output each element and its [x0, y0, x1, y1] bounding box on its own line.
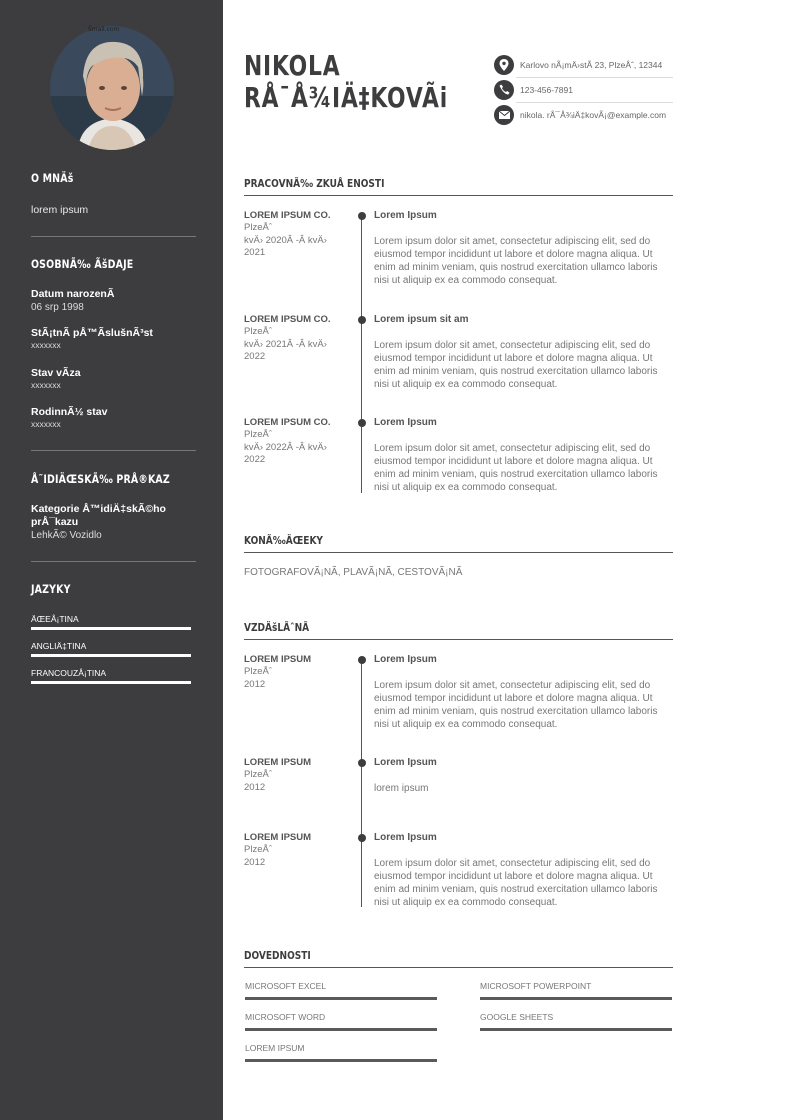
date-range: kvÄ› 2021Â -Â kvÄ›	[244, 338, 327, 350]
skills-title: DOVEDNOSTI	[244, 949, 311, 962]
personal-item-value: xxxxxxx	[31, 419, 61, 429]
name-line1: NIKOLA	[244, 49, 341, 82]
education-entry-meta	[244, 832, 349, 869]
graduation-year: 2012	[244, 678, 266, 690]
skill-item	[245, 1043, 437, 1062]
experience-title: PRACOVNÃ‰ ZKUÅ ENOSTI	[244, 177, 385, 190]
education-entry-meta	[244, 654, 349, 691]
sidebar-divider	[31, 450, 196, 451]
graduation-year: 2012	[244, 856, 266, 868]
language-item	[31, 641, 196, 657]
timeline-dot	[358, 212, 366, 220]
degree-description: Lorem ipsum dolor sit amet, consectetur adipiscing elit, sed do eiusmod tempor incididunt ut labore et dolore magna aliqua. Ut enim ad minim veniam, quis nostrud exercitation ullamco laboris nisi ut aliquip ex ea commodo consequat.	[374, 680, 658, 730]
skill-level-bar	[245, 1028, 437, 1031]
degree-title: Lorem Ipsum	[374, 654, 437, 665]
experience-entry-body	[374, 417, 674, 494]
school-name: LOREM IPSUM	[244, 757, 312, 768]
language-level-bar	[31, 627, 191, 630]
skill-name: GOOGLE SHEETS	[480, 1012, 554, 1022]
job-description: Lorem ipsum dolor sit amet, consectetur adipiscing elit, sed do eiusmod tempor incididunt ut labore et dolore magna aliqua. Ut enim ad minim veniam, quis nostrud exercitation ullamco laboris nisi ut aliquip ex ea commodo consequat.	[374, 443, 658, 493]
language-level-bar	[31, 654, 191, 657]
experience-entry-meta	[244, 314, 349, 364]
contact-email	[494, 102, 672, 127]
experience-entry-body	[374, 314, 674, 391]
company-name: LOREM IPSUM CO.	[244, 417, 331, 428]
license-label-line1: Kategorie Å™idiÄ‡skÃ©ho	[31, 503, 166, 515]
skill-level-bar	[480, 997, 672, 1000]
skill-name: MICROSOFT EXCEL	[245, 981, 327, 991]
date-end: 2022	[244, 351, 266, 362]
company-name: LOREM IPSUM CO.	[244, 314, 331, 325]
skill-item	[245, 981, 437, 1000]
personal-section	[31, 257, 196, 271]
name-line2: RÅ¯Å¾IÄ‡KOVÃi	[244, 81, 448, 114]
company-city: PlzeÅˆ	[244, 429, 272, 440]
personal-item-value: xxxxxxx	[31, 340, 61, 350]
education-timeline	[361, 659, 362, 907]
timeline-dot	[358, 419, 366, 427]
language-item	[31, 614, 196, 630]
experience-entry-meta	[244, 210, 349, 260]
language-name: ÄŒEÅ¡TINA	[31, 614, 79, 624]
license-item	[31, 503, 196, 542]
timeline-dot	[358, 316, 366, 324]
degree-description: Lorem ipsum dolor sit amet, consectetur adipiscing elit, sed do eiusmod tempor incididunt ut labore et dolore magna aliqua. Ut enim ad minim veniam, quis nostrud exercitation ullamco laboris nisi ut aliquip ex ea commodo consequat.	[374, 858, 658, 908]
section-divider	[244, 552, 673, 553]
education-title: VZDÄšLÃˆNÃ	[244, 621, 310, 634]
job-title: Lorem Ipsum	[374, 210, 437, 221]
sidebar-divider	[31, 236, 196, 237]
personal-item-label: RodinnÃ½ stav	[31, 406, 108, 418]
sidebar	[0, 0, 223, 1120]
languages-section	[31, 582, 196, 596]
timeline-dot	[358, 759, 366, 767]
job-title: Lorem ipsum sit am	[374, 314, 469, 325]
contact-phone	[494, 77, 672, 102]
email-text[interactable]: nikola. rÅ¯Å¾iÄ‡kovÃ¡@example.com	[520, 109, 667, 120]
section-divider	[244, 967, 673, 968]
languages-title: JAZYKY	[31, 582, 71, 596]
photo-watermark: Šmall.com	[88, 26, 120, 33]
education-entry-body	[374, 757, 674, 795]
skill-level-bar	[245, 1059, 437, 1062]
location-pin-icon	[494, 55, 514, 75]
personal-item-value: 06 srp 1998	[31, 302, 84, 313]
school-name: LOREM IPSUM	[244, 832, 312, 843]
personal-title: OSOBNÃ‰ ÃšDAJE	[31, 257, 134, 271]
personal-item-label: StÃ¡tnÃ pÅ™ÃslušnÃ³st	[31, 327, 153, 339]
timeline-dot	[358, 834, 366, 842]
about-section	[31, 171, 196, 185]
skill-name: LOREM IPSUM	[245, 1043, 305, 1053]
skill-item	[245, 1012, 437, 1031]
skill-name: MICROSOFT WORD	[245, 1012, 326, 1022]
personal-item-label: Stav vÃza	[31, 367, 81, 379]
experience-entry-body	[374, 210, 674, 287]
school-name: LOREM IPSUM	[244, 654, 312, 665]
license-label-line2: prÅ¯kazu	[31, 516, 79, 528]
language-name: ANGLIÄ‡TINA	[31, 641, 87, 651]
language-level-bar	[31, 681, 191, 684]
school-city: PlzeÅˆ	[244, 844, 272, 855]
hobbies-text: FOTOGRAFOVÃ¡NÃ, PLAVÃ¡NÃ, CESTOVÃ¡NÃ	[244, 567, 463, 578]
address-text: Karlovo nÃ¡mÄ›stÃ 23, PlzeÅˆ, 12344	[520, 59, 663, 70]
language-item	[31, 668, 196, 684]
skill-item	[480, 1012, 672, 1031]
license-section	[31, 472, 196, 486]
degree-description: lorem ipsum	[374, 783, 429, 794]
phone-text[interactable]: 123-456-7891	[520, 84, 573, 95]
section-divider	[244, 195, 673, 196]
sidebar-divider	[31, 561, 196, 562]
profile-photo-image	[50, 26, 174, 150]
personal-item	[31, 406, 196, 429]
experience-timeline	[361, 215, 362, 493]
personal-item	[31, 327, 196, 350]
job-title: Lorem Ipsum	[374, 417, 437, 428]
school-city: PlzeÅˆ	[244, 769, 272, 780]
personal-item	[31, 367, 196, 390]
hobbies-title: KONÃ‰ÄŒEKY	[244, 534, 323, 547]
company-name: LOREM IPSUM CO.	[244, 210, 331, 221]
experience-entry-meta	[244, 417, 349, 467]
date-end: 2021	[244, 247, 266, 258]
company-city: PlzeÅˆ	[244, 222, 272, 233]
full-name	[244, 50, 448, 114]
education-entry-body	[374, 654, 674, 731]
personal-item	[31, 288, 196, 314]
section-divider	[244, 639, 673, 640]
job-description: Lorem ipsum dolor sit amet, consectetur adipiscing elit, sed do eiusmod tempor incididunt ut labore et dolore magna aliqua. Ut enim ad minim veniam, quis nostrud exercitation ullamco laboris nisi ut aliquip ex ea commodo consequat.	[374, 236, 658, 286]
job-description: Lorem ipsum dolor sit amet, consectetur adipiscing elit, sed do eiusmod tempor incididunt ut labore et dolore magna aliqua. Ut enim ad minim veniam, quis nostrud exercitation ullamco laboris nisi ut aliquip ex ea commodo consequat.	[374, 340, 658, 390]
personal-item-label: Datum narozenÃ	[31, 288, 115, 300]
phone-icon	[494, 80, 514, 100]
license-value: LehkÃ© Vozidlo	[31, 530, 102, 541]
degree-title: Lorem Ipsum	[374, 832, 437, 843]
email-icon	[494, 105, 514, 125]
school-city: PlzeÅˆ	[244, 666, 272, 677]
date-range: kvÄ› 2020Â -Â kvÄ›	[244, 234, 327, 246]
skill-level-bar	[480, 1028, 672, 1031]
timeline-dot	[358, 656, 366, 664]
skill-level-bar	[245, 997, 437, 1000]
company-city: PlzeÅˆ	[244, 326, 272, 337]
about-title: O MNÄš	[31, 171, 74, 185]
education-entry-meta	[244, 757, 349, 794]
language-name: FRANCOUZÅ¡TINA	[31, 668, 107, 678]
skill-item	[480, 981, 672, 1000]
education-entry-body	[374, 832, 674, 909]
license-title: Å˜IDIÄŒSKÃ‰ PRÅ®KAZ	[31, 472, 170, 486]
skill-name: MICROSOFT POWERPOINT	[480, 981, 592, 991]
graduation-year: 2012	[244, 781, 266, 793]
profile-photo	[50, 26, 174, 150]
about-text: lorem ipsum	[31, 204, 89, 216]
contact-address	[494, 52, 672, 77]
date-range: kvÄ› 2022Â -Â kvÄ›	[244, 441, 327, 453]
date-end: 2022	[244, 454, 266, 465]
personal-item-value: xxxxxxx	[31, 380, 61, 390]
degree-title: Lorem Ipsum	[374, 757, 437, 768]
